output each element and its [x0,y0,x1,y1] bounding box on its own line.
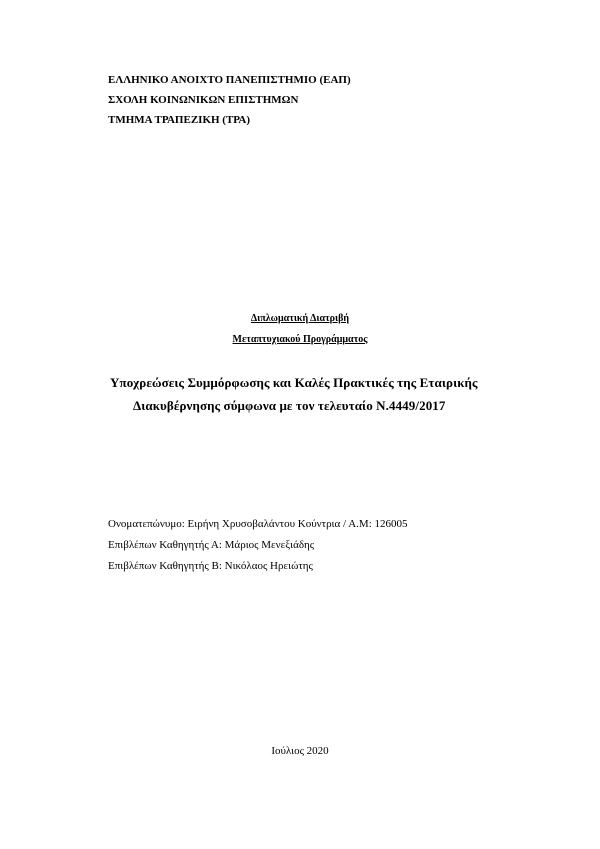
institution-block [108,70,351,130]
author-line: Ονοματεπώνυμο: Ειρήνη Χρυσοβαλάντου Κούντρια / Α.Μ: 126005 [108,518,408,530]
submission-date: Ιούλιος 2020 [271,745,329,757]
supervisor-a-line: Επιβλέπων Καθηγητής Α: Μάριος Μενεξιάδης [108,539,315,551]
author-info [108,514,408,577]
school-name: ΣΧΟΛΗ ΚΟΙΝΩΝΙΚΩΝ ΕΠΙΣΤΗΜΩΝ [108,94,299,106]
thesis-title-line2: Διακυβέρνησης σύμφωνα με τον τελευταίο Ν.4449/2017 [133,398,446,413]
university-name: ΕΛΛΗΝΙΚΟ ΑΝΟΙΧΤΟ ΠΑΝΕΠΙΣΤΗΜΙΟ (ΕΑΠ) [108,74,351,86]
thesis-title-line1: Υποχρεώσεις Συμμόρφωσης και Καλές Πρακτικές της Εταιρικής [110,375,478,390]
supervisor-b-line: Επιβλέπων Καθηγητής Β: Νικόλαος Ηρειώτης [108,560,313,572]
department-name: ΤΜΗΜΑ ΤΡΑΠΕΖΙΚΗ (ΤΡΑ) [108,114,251,126]
program-type: Μεταπτυχιακού Προγράμματος [232,334,368,345]
thesis-type: Διπλωματική Διατριβή [250,313,350,324]
